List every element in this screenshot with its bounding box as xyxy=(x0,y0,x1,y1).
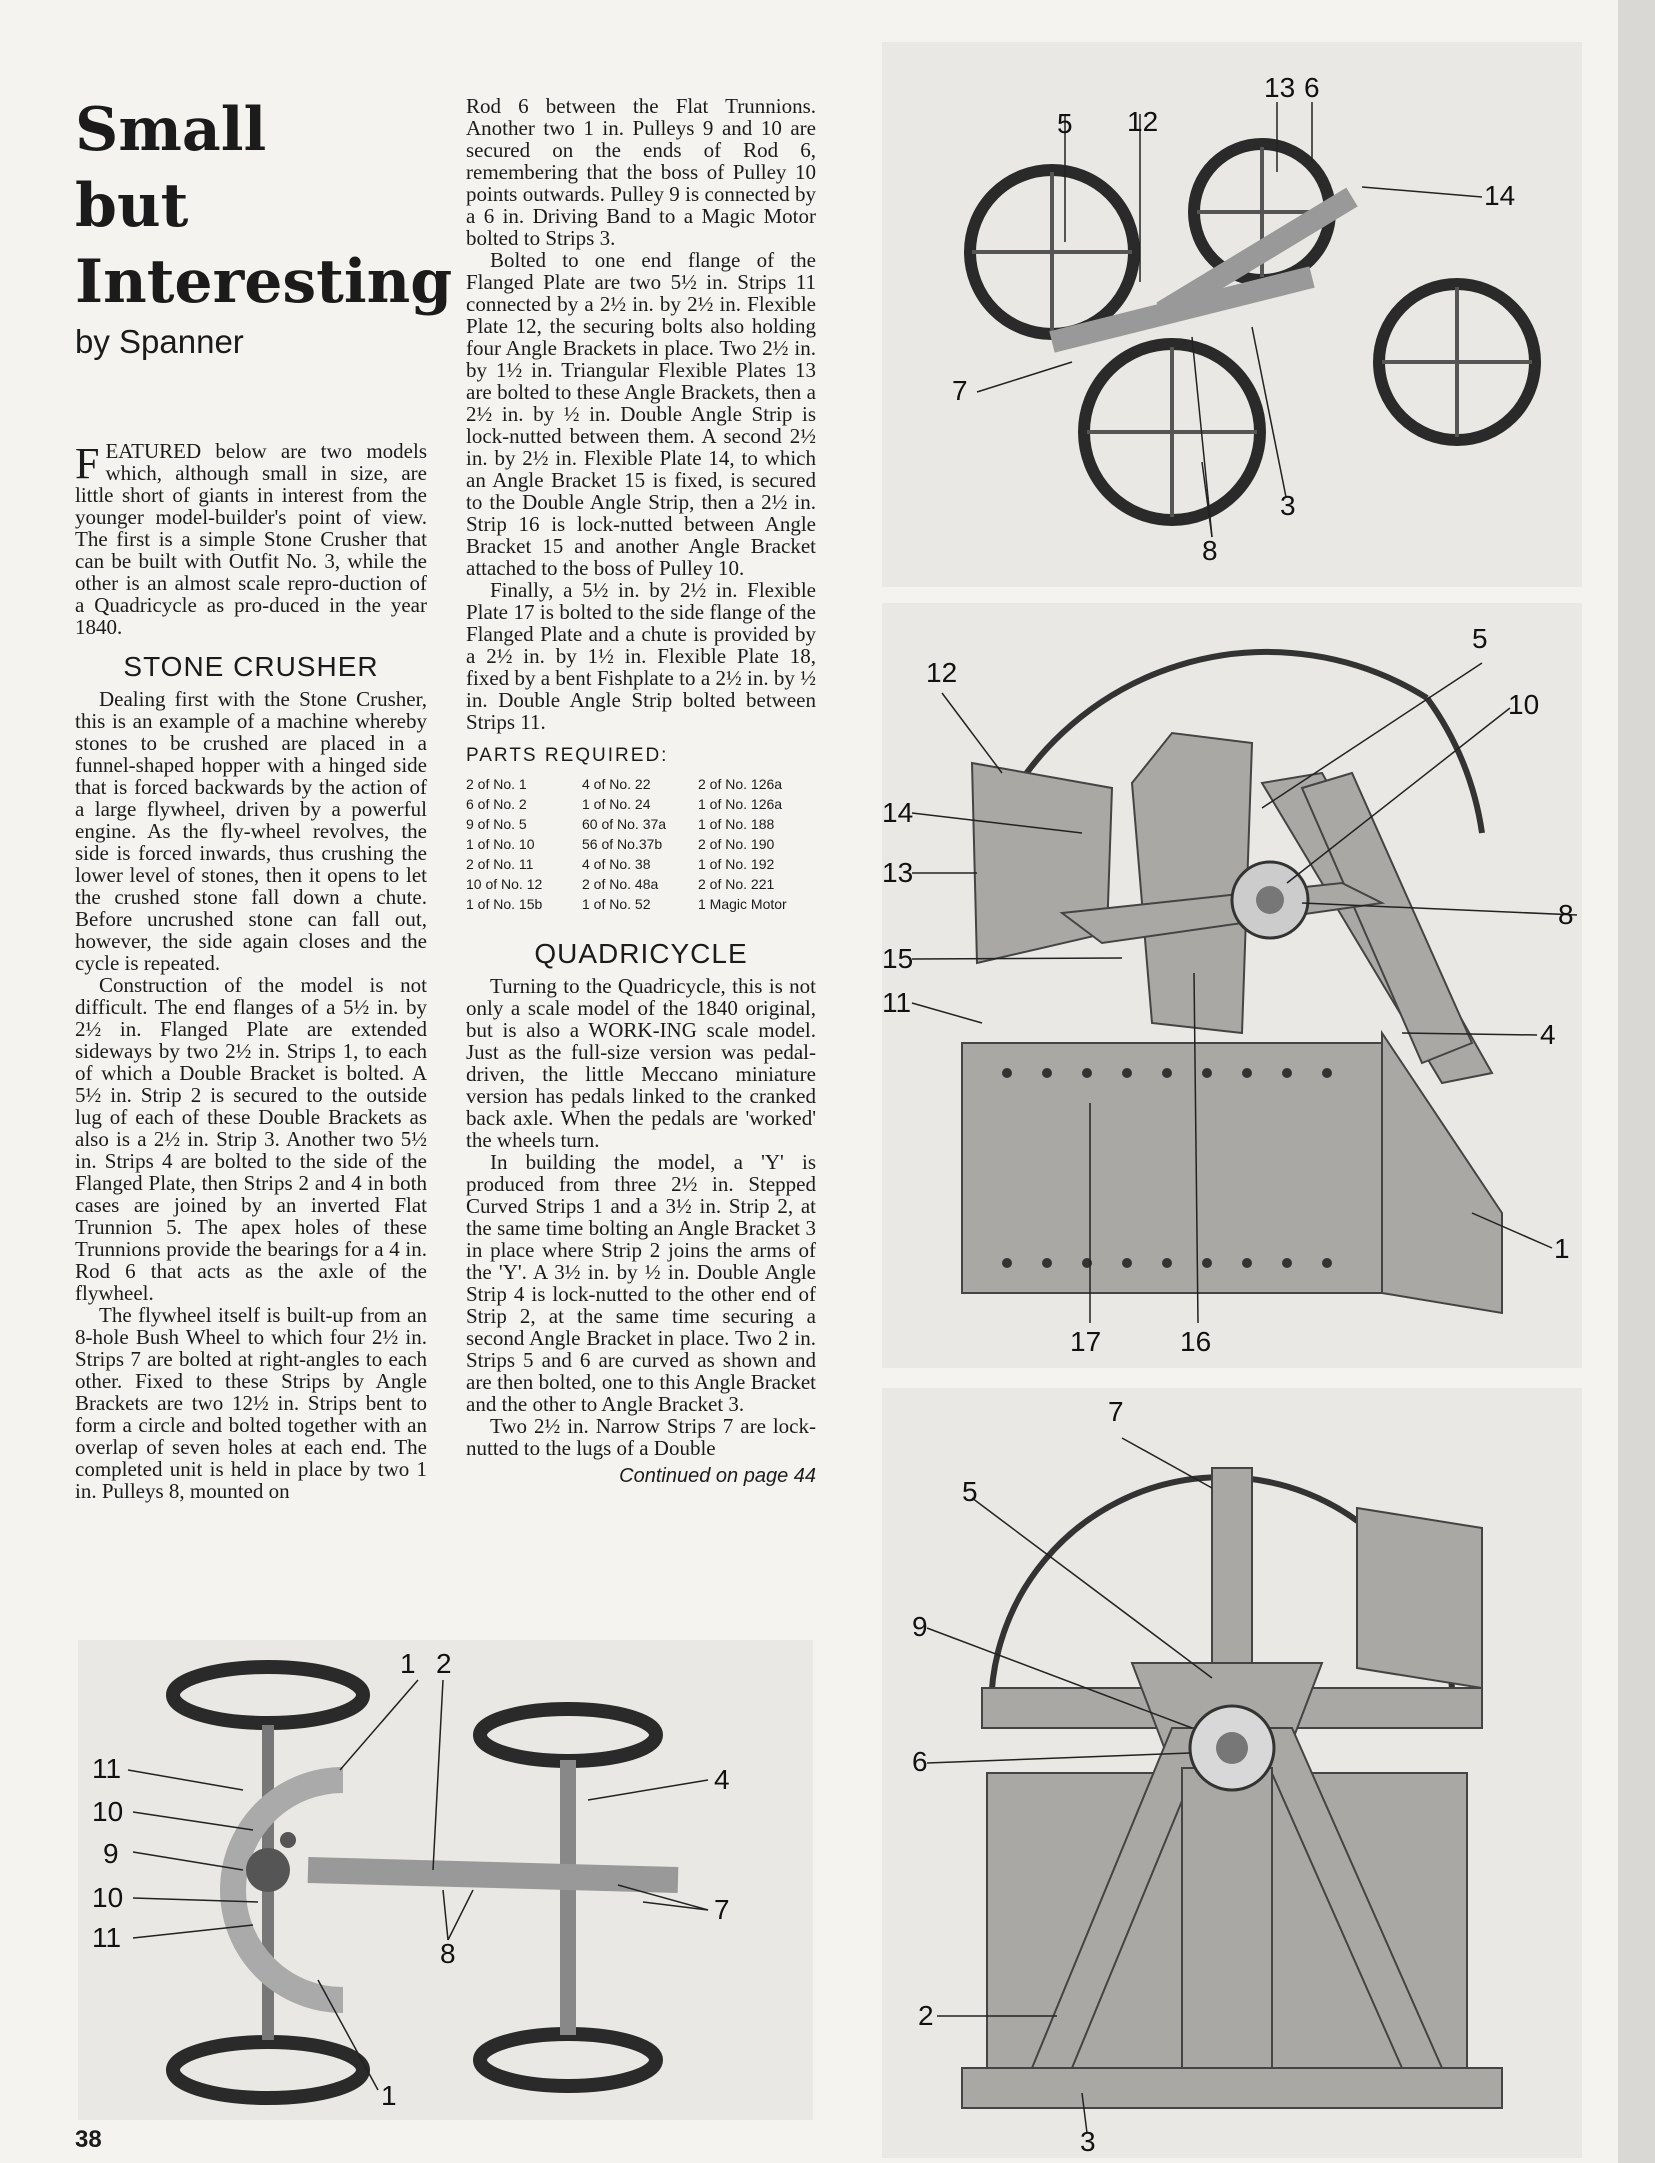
parts-list-item: 1 of No. 126a xyxy=(698,796,783,812)
quad-persp-label-14: 14 xyxy=(1484,180,1516,211)
crusher-front-label-9: 9 xyxy=(912,1611,928,1642)
stone-crusher-heading: STONE CRUSHER xyxy=(123,651,379,682)
quad-top-label-11a: 11 xyxy=(92,1753,122,1784)
title-line-2: but xyxy=(75,171,189,241)
quad-persp-label-5: 5 xyxy=(1057,108,1073,139)
stone-crusher-side-illustration xyxy=(882,603,1582,1368)
quad-top-label-1: 1 xyxy=(400,1648,416,1679)
stone-paragraph-3: The flywheel itself is built-up from an 8-hole Bush Wheel to which four 2½ in. Strips 7 are bolted at right-angles to each other. Fixed to these Strips by Angle Brackets are two 12½ in. Strips bent to form a circle and bolted together with an overlap of seven holes at each end. The completed unit is held in place by two 1 in. Pulleys 8, mounted on xyxy=(75,1303,427,1503)
quad-persp-label-6: 6 xyxy=(1304,72,1320,103)
crusher-side-label-1: 1 xyxy=(1554,1233,1570,1264)
mid-paragraph-1: Rod 6 between the Flat Trunnions. Another two 1 in. Pulleys 9 and 10 are secured on the ends of Rod 6, remembering that the boss of Pulley 10 points outwards. Pulley 9 is connected by a 6 in. Driving Band to a Magic Motor bolted to Strips 3. xyxy=(466,94,816,250)
crusher-side-label-5: 5 xyxy=(1472,623,1488,654)
crusher-front-label-3: 3 xyxy=(1080,2126,1096,2157)
stone-paragraph-1: Dealing first with the Stone Crusher, this is an example of a machine whereby stones to be crushed are placed in a funnel-shaped hopper with a hinged side that is forced backwards by the action of a large flywheel, driven by a powerful engine. As the fly-wheel revolves, the side is forced inwards, thus crushing the lower level of stones, then it opens to let the crushed stone fall down a chute. Before uncrushed stone can fall out, however, the side again closes and the cycle is repeated. xyxy=(75,687,427,975)
quadricycle-top-view-photo xyxy=(78,1640,813,2120)
crusher-side-label-8: 8 xyxy=(1558,899,1574,930)
quad-persp-label-3: 3 xyxy=(1280,490,1296,521)
mid-paragraph-2: Bolted to one end flange of the Flanged Plate are two 5½ in. Strips 11 connected by a 2½ in. by 2½ in. Flexible Plate 12, the securing bolts also holding four Angle Brackets in place. Two 2½ in. by 1½ in. Triangular Flexible Plates 13 are bolted to these Angle Brackets, then a 2½ in. by ½ in. Double Angle Strip is lock-nutted between them. A second 2½ in. by 2½ in. Flexible Plate 14, to which an Angle Bracket 15 is fixed, is secured to the Double Angle Strip, then a 2½ in. Strip 16 is lock-nutted between Angle Bracket 15 and another Angle Bracket attached to the boss of Pulley 10. xyxy=(466,248,816,580)
quad-paragraph-1: Turning to the Quadricycle, this is not only a scale model of the 1840 original, but is also a WORK-ING scale model. Just as the full-size version was pedal-driven, the little Meccano miniature version has pedals linked to the cranked back axle. When the pedals are 'worked' the wheels turn. xyxy=(466,974,816,1152)
quad-top-label-9: 9 xyxy=(103,1838,119,1869)
quad-top-label-8: 8 xyxy=(440,1938,456,1969)
intro-paragraph: FEATURED below are two models which, although small in size, are little short of giants in interest from the younger model-builder's point of view. The first is a simple Stone Crusher that can be built with Outfit No. 3, while the other is an almost scale repro-duction of a Quadricycle as pro-duced in the year 1840. xyxy=(75,439,427,639)
stone-paragraph-2: Construction of the model is not difficult. The end flanges of a 5½ in. by 2½ in. Flanged Plate are extended sideways by two 2½ in. Strips 1, to each of which a Double Bracket is bolted. A 5½ in. Strip 2 is secured to the outside lug of each of these Double Brackets as also is a 2½ in. Strip 3. Another two 5½ in. Strips 4 are bolted to the side of the Flanged Plate, then Strips 2 and 4 in both cases are joined by an inverted Flat Trunnion 5. The apex holes of these Trunnions provide the bearings for a 4 in. Rod 6 that acts as the axle of the flywheel. xyxy=(75,973,427,1305)
parts-list-item: 1 of No. 192 xyxy=(698,856,775,872)
quadricycle-heading: QUADRICYCLE xyxy=(534,938,748,969)
parts-list-item: 4 of No. 38 xyxy=(582,856,651,872)
quad-persp-label-12: 12 xyxy=(1127,106,1159,137)
parts-list-item: 1 Magic Motor xyxy=(698,896,787,912)
quad-paragraph-2: In building the model, a 'Y' is produced from three 2½ in. Stepped Curved Strips 1 and a 3½ in. Strip 2, at the same time bolting an Angle Bracket 3 in place where Strip 2 joins the arms of the 'Y'. A 3½ in. by ½ in. Double Angle Strip 4 is lock-nutted to the other end of Strip 2, at the same time securing a second Angle Bracket in place. Two 2 in. Strips 5 and 6 are curved as shown and are then bolted, one to this Angle Bracket and the other to Angle Bracket 3. xyxy=(466,1150,816,1416)
parts-list-item: 2 of No. 126a xyxy=(698,776,783,792)
quad-persp-label-7: 7 xyxy=(952,375,968,406)
quad-top-label-7: 7 xyxy=(714,1894,730,1925)
quad-top-label-4: 4 xyxy=(714,1764,730,1795)
byline: by Spanner xyxy=(75,323,244,360)
parts-list-item: 10 of No. 12 xyxy=(466,876,543,892)
crusher-side-label-4: 4 xyxy=(1540,1019,1556,1050)
article-title xyxy=(75,92,455,320)
column-1 xyxy=(75,440,427,1502)
crusher-front-label-5: 5 xyxy=(962,1476,978,1507)
parts-list-item: 6 of No. 2 xyxy=(466,796,527,812)
crusher-side-label-15: 15 xyxy=(882,943,914,974)
parts-list-item: 4 of No. 22 xyxy=(582,776,651,792)
page-edge-shadow xyxy=(1618,0,1655,2163)
crusher-side-label-14: 14 xyxy=(882,797,914,828)
crusher-side-label-11: 11 xyxy=(882,987,912,1018)
quad-top-label-10a: 10 xyxy=(92,1796,124,1827)
parts-list-item: 9 of No. 5 xyxy=(466,816,527,832)
quad-top-label-2: 2 xyxy=(436,1648,452,1679)
parts-list-item: 2 of No. 221 xyxy=(698,876,775,892)
parts-list-item: 2 of No. 1 xyxy=(466,776,527,792)
quad-paragraph-3: Two 2½ in. Narrow Strips 7 are lock-nutted to the lugs of a Double xyxy=(466,1414,816,1460)
page-number: 38 xyxy=(75,2126,102,2153)
title-line-3: Interesting xyxy=(75,247,453,317)
mid-paragraph-3: Finally, a 5½ in. by 2½ in. Flexible Plate 17 is bolted to the side flange of the Flanged Plate and a chute is provided by a 2½ in. by 1½ in. Flexible Plate 18, fixed by a bent Fishplate to a 2½ in. by ½ in. Double Angle Strip bolted between Strips 11. xyxy=(466,578,816,734)
crusher-side-label-12: 12 xyxy=(926,657,958,688)
continued-note: Continued on page 44 xyxy=(619,1465,816,1487)
quad-top-label-1b: 1 xyxy=(381,2080,397,2111)
drop-cap: F xyxy=(75,439,100,488)
parts-list-item: 1 of No. 15b xyxy=(466,896,543,912)
stone-crusher-side-photo xyxy=(882,603,1582,1368)
parts-list-item: 1 of No. 188 xyxy=(698,816,775,832)
parts-list xyxy=(466,775,816,913)
parts-list-item: 56 of No.37b xyxy=(582,836,663,852)
quadricycle-top-illustration xyxy=(78,1640,813,2120)
parts-required-heading: PARTS REQUIRED: xyxy=(466,745,669,766)
parts-list-item: 60 of No. 37a xyxy=(582,816,667,832)
parts-list-item: 2 of No. 190 xyxy=(698,836,775,852)
quad-persp-label-13: 13 xyxy=(1264,72,1296,103)
crusher-side-label-10: 10 xyxy=(1508,689,1540,720)
parts-list-item: 1 of No. 24 xyxy=(582,796,651,812)
stone-crusher-front-illustration xyxy=(882,1388,1582,2158)
parts-list-item: 2 of No. 48a xyxy=(582,876,659,892)
crusher-front-label-2: 2 xyxy=(918,2000,934,2031)
parts-list-item: 1 of No. 52 xyxy=(582,896,651,912)
parts-list-item: 1 of No. 10 xyxy=(466,836,535,852)
stone-crusher-front-photo xyxy=(882,1388,1582,2158)
quad-top-label-11b: 11 xyxy=(92,1922,122,1953)
title-line-1: Small xyxy=(75,95,267,165)
crusher-front-label-7: 7 xyxy=(1108,1396,1124,1427)
column-2 xyxy=(466,95,816,1487)
quad-top-label-10b: 10 xyxy=(92,1882,124,1913)
crusher-front-label-6: 6 xyxy=(912,1746,928,1777)
crusher-side-label-16: 16 xyxy=(1180,1326,1212,1357)
quad-persp-label-8: 8 xyxy=(1202,535,1218,566)
quadricycle-perspective-illustration xyxy=(882,42,1582,587)
quadricycle-perspective-photo xyxy=(882,42,1582,587)
crusher-side-label-17: 17 xyxy=(1070,1326,1102,1357)
crusher-side-label-13: 13 xyxy=(882,857,914,888)
parts-list-item: 2 of No. 11 xyxy=(466,856,534,872)
